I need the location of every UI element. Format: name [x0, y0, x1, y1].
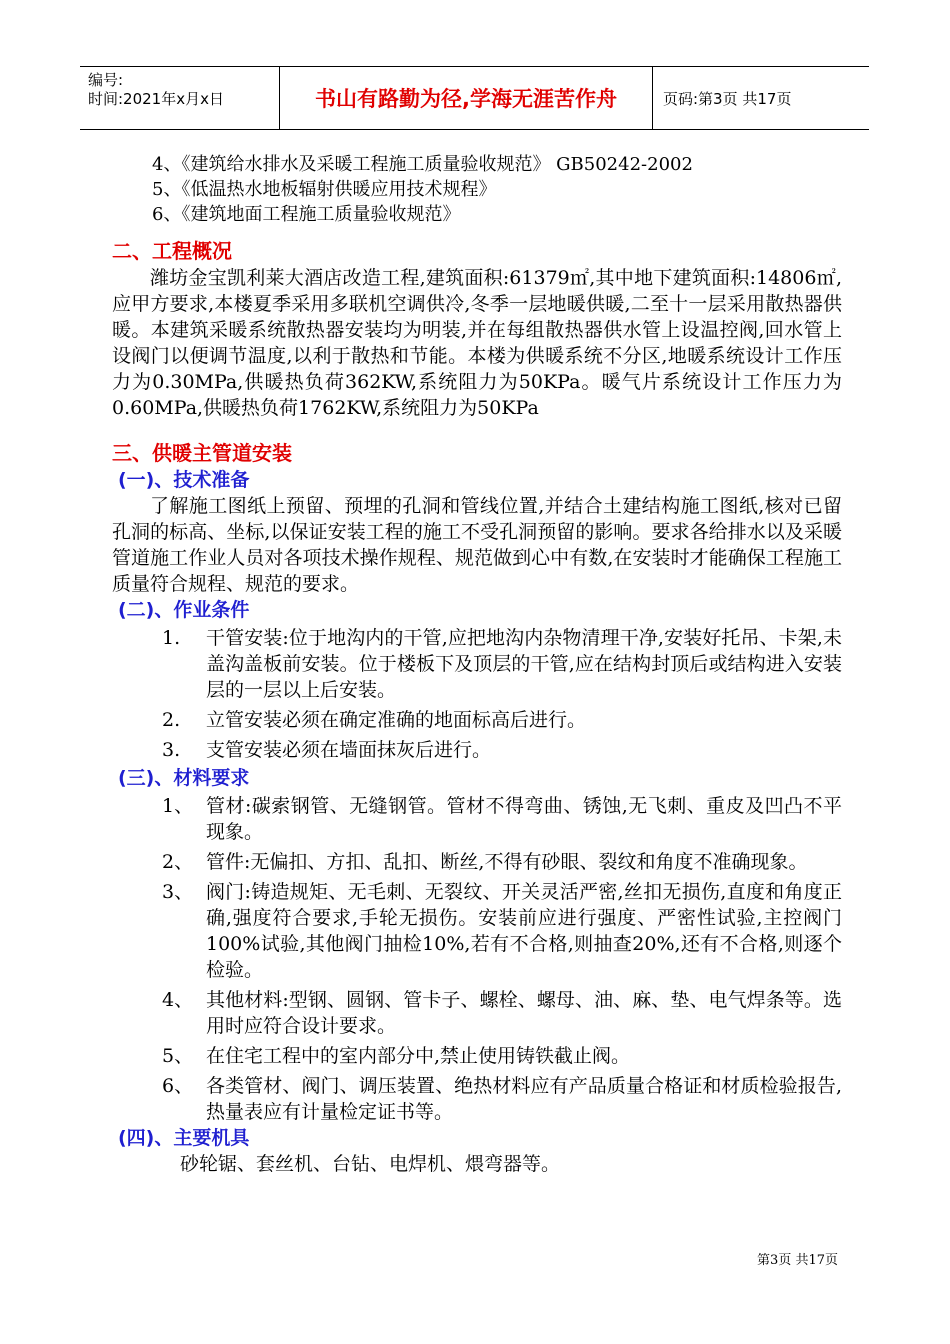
list-item [162, 849, 842, 875]
list-number: 4、 [162, 989, 194, 1011]
list-text: 管材:碳索钢管、无缝钢管。管材不得弯曲、锈蚀,无飞刺、重皮及凹凸不平现象。 [206, 795, 842, 843]
page-header [80, 66, 869, 130]
standard-item: 5、《低温热水地板辐射供暖应用技术规程》 [152, 179, 497, 200]
list-text: 管件:无偏扣、方扣、乱扣、断丝,不得有砂眼、裂纹和角度不准确现象。 [206, 851, 808, 873]
list-number: 5、 [162, 1045, 194, 1067]
section-title-installation: 三、供暖主管道安装 [112, 441, 292, 465]
list-text: 立管安装必须在确定准确的地面标高后进行。 [206, 709, 587, 731]
number-label: 编号: [88, 71, 124, 89]
subsection-title-conditions: (二)、作业条件 [118, 599, 250, 621]
list-item [162, 793, 842, 845]
motto: 书山有路勤为径,学海无涯苦作舟 [280, 67, 653, 129]
list-number: 3、 [162, 881, 194, 903]
time-label: 时间:2021年x月x日 [88, 90, 224, 108]
document-body [112, 152, 842, 1177]
list-text: 各类管材、阀门、调压装置、绝热材料应有产品质量合格证和材质检验报告,热量表应有计量检定证书等。 [206, 1075, 842, 1123]
overview-paragraph: 潍坊金宝凯利莱大酒店改造工程,建筑面积:61379㎡,其中地下建筑面积:14806㎡, 应甲方要求,本楼夏季采用多联机空调供冷,冬季一层地暖供暖,二至十一层采用散热器供暖。本建筑采暖系统散热器安装均为明装,并在每组散热器供水管上设温控阀,回水管上设阀门以便调节温度,以利于散热和节能。本楼为供暖系统不分区,地暖系统设计工作压力为0.30MPa,供暖热负荷362KW,系统阻力为50KPa。暖气片系统设计工作压力为0.60MPa,供暖热负荷1762KW,系统阻力为50KPa [112, 267, 842, 419]
page-footer: 第3页 共17页 [757, 1253, 838, 1268]
standard-item: 4、《建筑给水排水及采暖工程施工质量验收规范》 GB50242-2002 [152, 154, 693, 175]
page-label: 页码:第3页 共17页 [663, 89, 792, 108]
section-title-overview: 二、工程概况 [112, 239, 232, 263]
list-item [162, 737, 842, 763]
subsection-title-tools: (四)、主要机具 [118, 1127, 250, 1149]
list-text: 干管安装:位于地沟内的干管,应把地沟内杂物清理干净,安装好托吊、卡架,未盖沟盖板前安装。位于楼板下及顶层的干管,应在结构封顶后或结构进入安装层的一层以上后安装。 [206, 627, 842, 701]
subsection-title-tech-prep: (一)、技术准备 [118, 469, 250, 491]
list-text: 阀门:铸造规矩、无毛刺、无裂纹、开关灵活严密,丝扣无损伤,直度和角度正确,强度符合要求,手轮无损伤。安装前应进行强度、严密性试验,主控阀门100%试验,其他阀门抽检10%,若有不合格,则抽查20%,还有不合格,则逐个检验。 [206, 881, 842, 981]
list-number: 2. [162, 709, 181, 731]
list-item [162, 879, 842, 983]
tech-prep-paragraph: 了解施工图纸上预留、预埋的孔洞和管线位置,并结合土建结构施工图纸,核对已留孔洞的标高、坐标,以保证安装工程的施工不受孔洞预留的影响。要求各给排水以及采暖管道施工作业人员对各项技术操作规程、规范做到心中有数,在安装时才能确保工程施工质量符合规程、规范的要求。 [112, 495, 842, 595]
subsection-title-materials: (三)、材料要求 [118, 767, 250, 789]
standard-item: 6、《建筑地面工程施工质量验收规范》 [152, 204, 461, 225]
list-text: 在住宅工程中的室内部分中,禁止使用铸铁截止阀。 [206, 1045, 631, 1067]
list-number: 2、 [162, 851, 194, 873]
list-number: 3. [162, 739, 181, 761]
list-item [162, 987, 842, 1039]
list-item [162, 707, 842, 733]
list-item [162, 1073, 842, 1125]
list-item [162, 625, 842, 703]
header-meta [80, 67, 280, 129]
tools-paragraph: 砂轮锯、套丝机、台钻、电焊机、煨弯器等。 [180, 1153, 561, 1175]
list-number: 1. [162, 627, 181, 649]
list-item [162, 1043, 842, 1069]
list-text: 其他材料:型钢、圆钢、管卡子、螺栓、螺母、油、麻、垫、电气焊条等。选用时应符合设计要求。 [206, 989, 842, 1037]
list-text: 支管安装必须在墙面抹灰后进行。 [206, 739, 492, 761]
list-number: 6、 [162, 1075, 194, 1097]
list-number: 1、 [162, 795, 194, 817]
